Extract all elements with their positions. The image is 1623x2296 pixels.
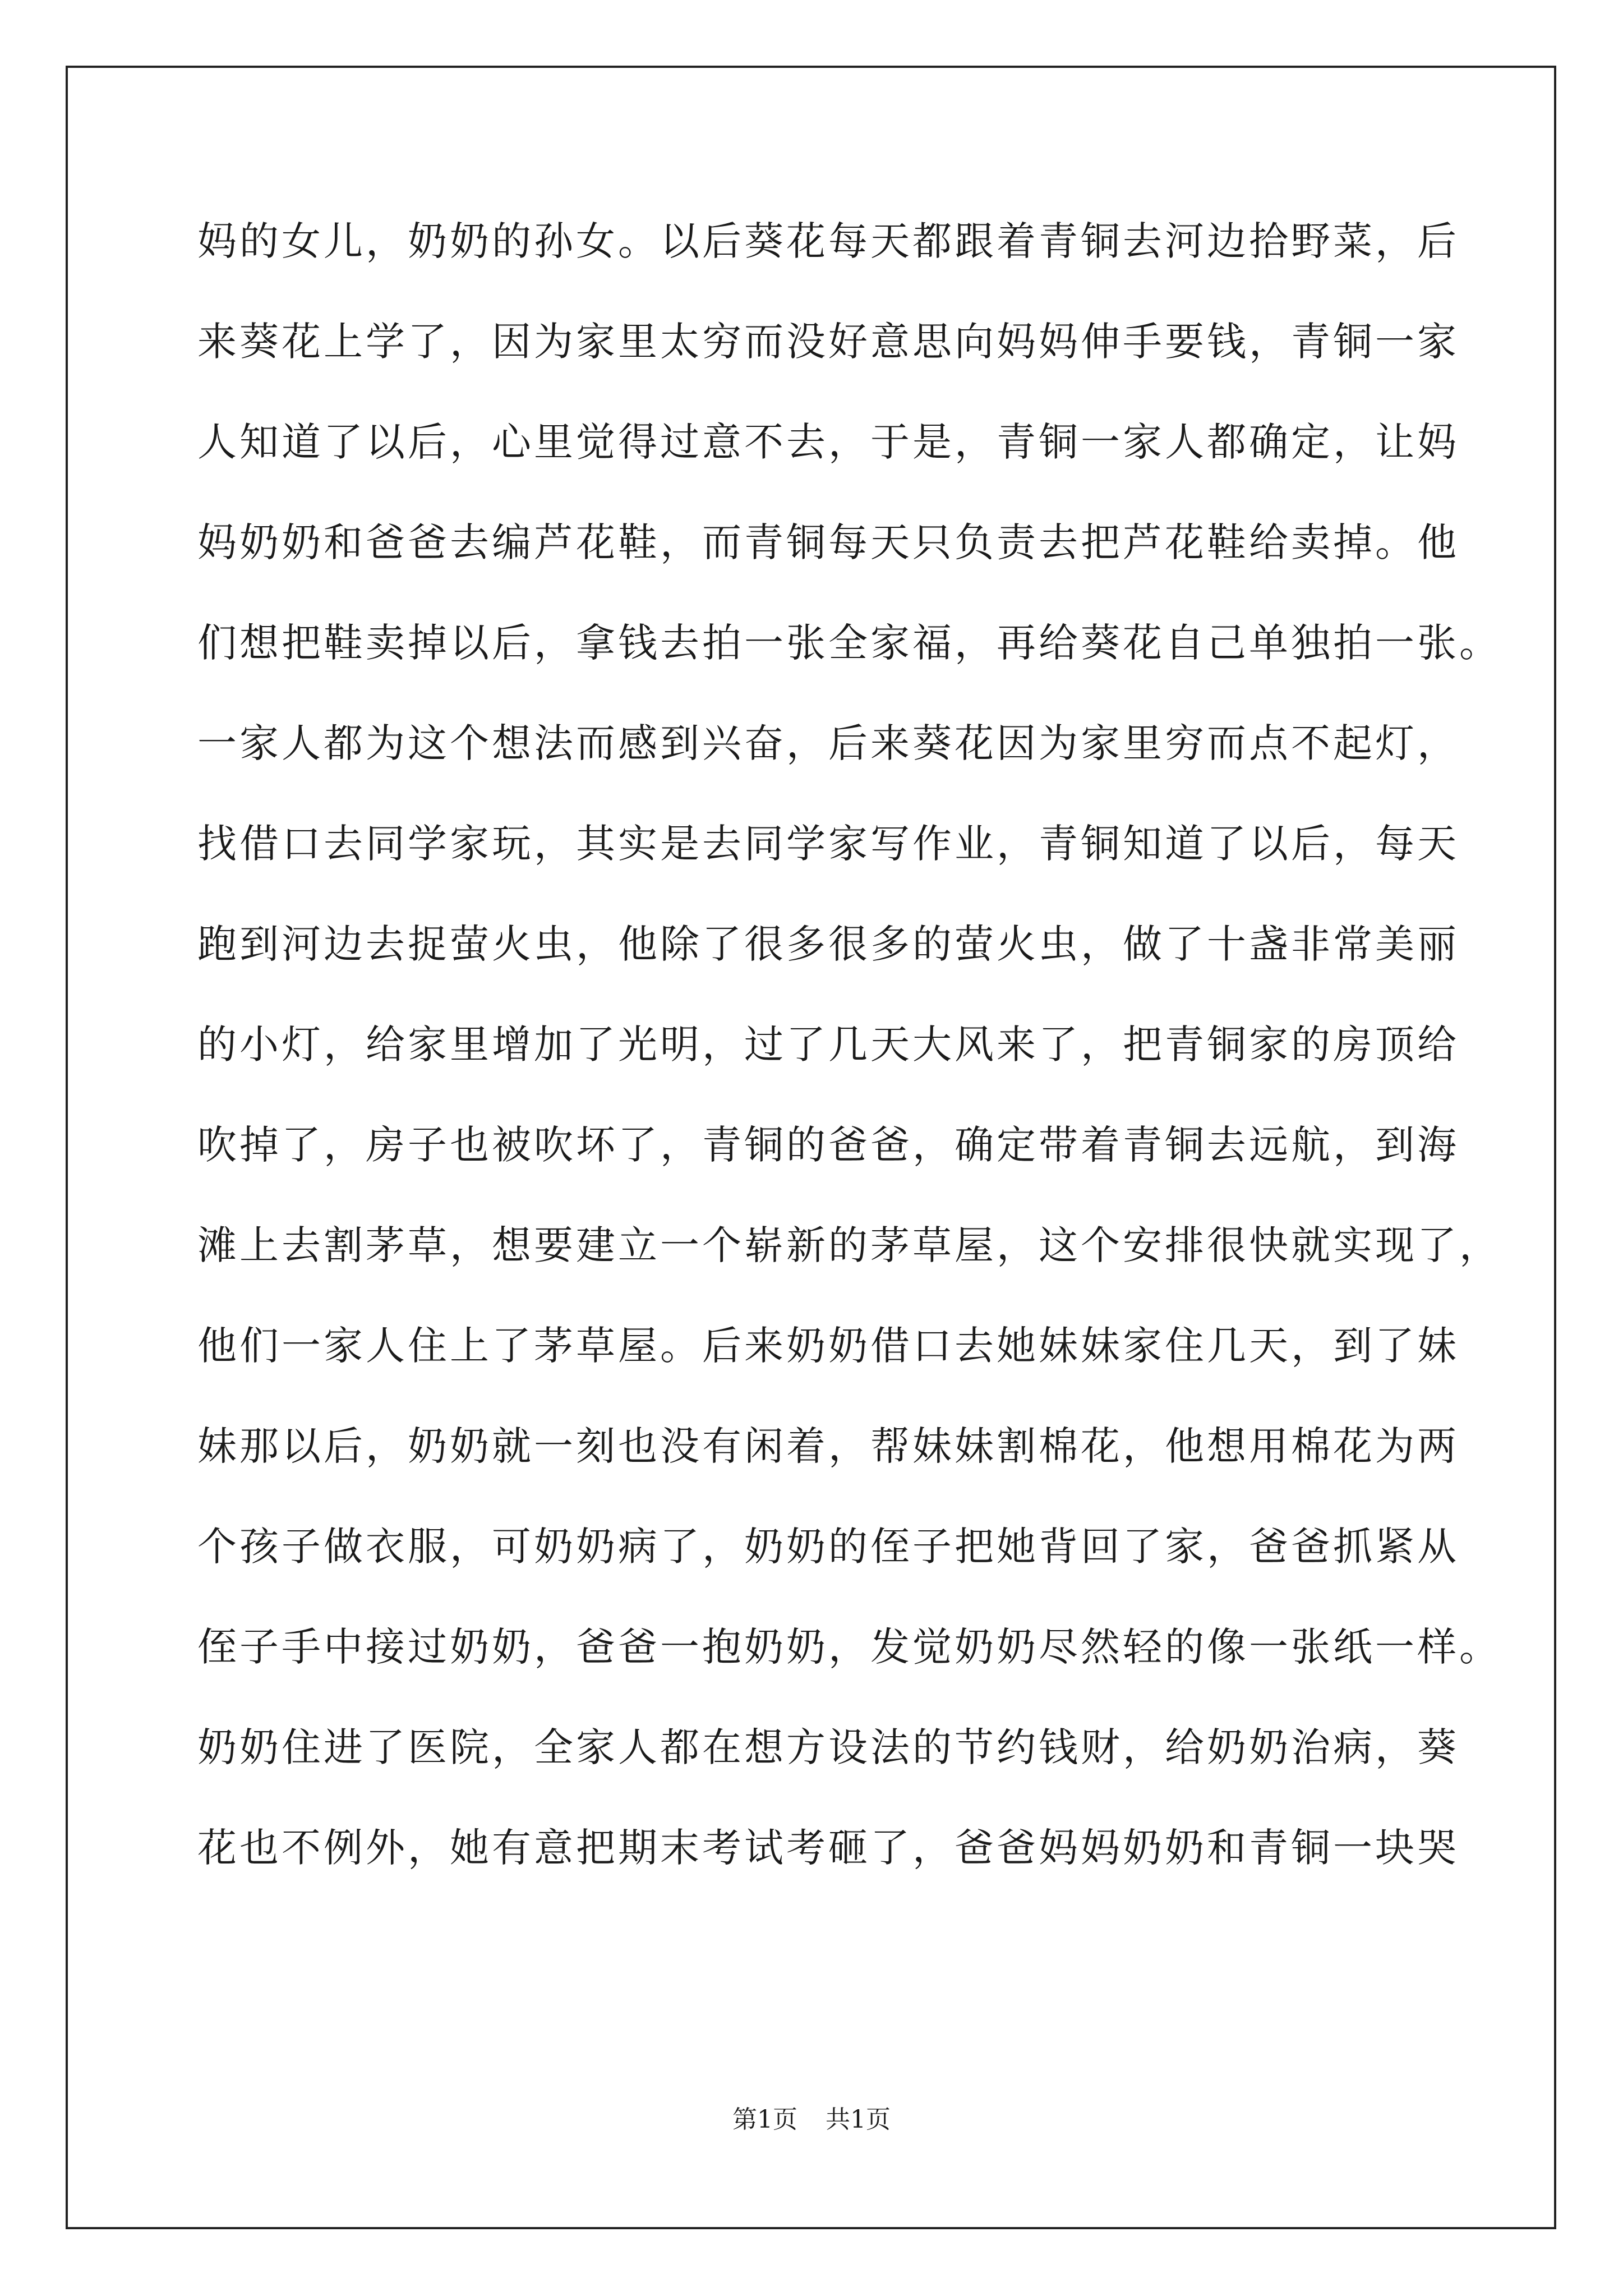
text-line: 找借口去同学家玩，其实是去同学家写作业，青铜知道了以后，每天 xyxy=(197,821,1459,867)
text-line: 妈奶奶和爸爸去编芦花鞋，而青铜每天只负责去把芦花鞋给卖掉。他 xyxy=(197,519,1459,565)
text-line: 一家人都为这个想法而感到兴奋，后来葵花因为家里穷而点不起灯， xyxy=(197,720,1459,766)
text-line: 妹那以后，奶奶就一刻也没有闲着，帮妹妹割棉花，他想用棉花为两 xyxy=(197,1423,1459,1469)
text-line: 们想把鞋卖掉以后，拿钱去拍一张全家福，再给葵花自己单独拍一张。 xyxy=(197,620,1501,666)
page-number: 第1页 xyxy=(732,2105,797,2134)
text-line: 跑到河边去捉萤火虫，他除了很多很多的萤火虫，做了十盏非常美丽 xyxy=(197,921,1459,967)
text-line: 他们一家人住上了茅草屋。后来奶奶借口去她妹妹家住几天，到了妹 xyxy=(197,1323,1459,1369)
text-line: 侄子手中接过奶奶，爸爸一抱奶奶，发觉奶奶尽然轻的像一张纸一样。 xyxy=(197,1624,1501,1670)
text-line: 花也不例外，她有意把期末考试考砸了，爸爸妈妈奶奶和青铜一块哭 xyxy=(197,1825,1459,1871)
text-line: 来葵花上学了，因为家里太穷而没好意思向妈妈伸手要钱，青铜一家 xyxy=(197,319,1459,365)
page-footer xyxy=(0,2099,1623,2135)
text-line: 奶奶住进了医院，全家人都在想方设法的节约钱财，给奶奶治病，葵 xyxy=(197,1724,1459,1770)
page-total: 共1页 xyxy=(826,2105,891,2134)
document-body xyxy=(197,213,1501,1920)
text-line: 人知道了以后，心里觉得过意不去，于是，青铜一家人都确定，让妈 xyxy=(197,419,1459,465)
text-line: 滩上去割茅草，想要建立一个崭新的茅草屋，这个安排很快就实现了， xyxy=(197,1222,1501,1268)
text-line: 的小灯，给家里增加了光明，过了几天大风来了，把青铜家的房顶给 xyxy=(197,1022,1459,1068)
text-line: 妈的女儿，奶奶的孙女。以后葵花每天都跟着青铜去河边拾野菜，后 xyxy=(197,218,1459,264)
text-line: 吹掉了，房子也被吹坏了，青铜的爸爸，确定带着青铜去远航，到海 xyxy=(197,1122,1459,1168)
text-line: 个孩子做衣服，可奶奶病了，奶奶的侄子把她背回了家，爸爸抓紧从 xyxy=(197,1524,1459,1570)
